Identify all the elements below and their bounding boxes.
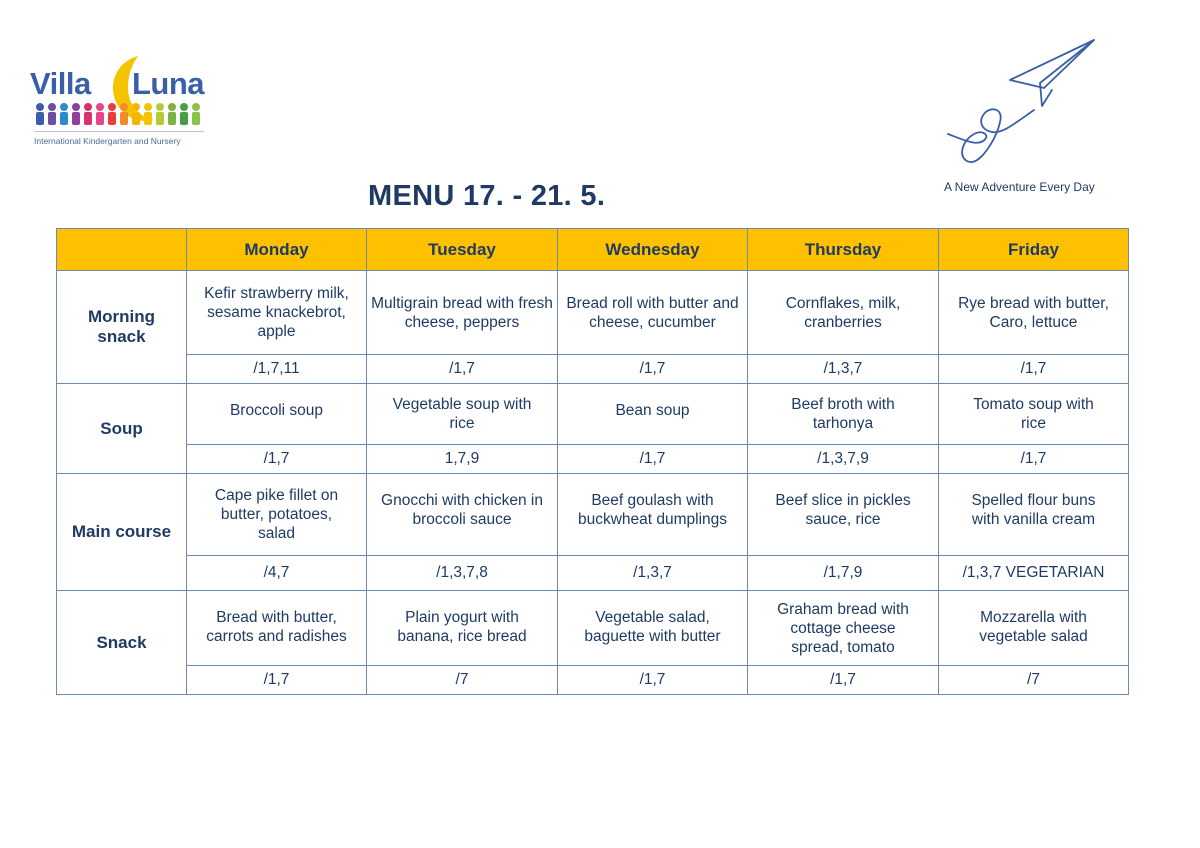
meal-label-morning-snack: Morning snack	[57, 271, 187, 384]
dish-cell: Tomato soup with rice	[939, 384, 1129, 445]
logo-divider	[34, 131, 204, 132]
dish-cell: Beef slice in pickles sauce, rice	[748, 474, 939, 556]
logo-subtitle: International Kindergarten and Nursery	[34, 136, 181, 146]
allergen-cell: /7	[939, 666, 1129, 695]
allergen-cell: /1,7	[187, 445, 367, 474]
allergen-cell: /1,7	[558, 445, 748, 474]
day-header-friday: Friday	[939, 229, 1129, 271]
dish-cell: Bread with butter, carrots and radishes	[187, 591, 367, 666]
dish-row-snack	[57, 591, 1129, 666]
dish-cell: Rye bread with butter, Caro, lettuce	[939, 271, 1129, 355]
allergen-cell: /1,7,9	[748, 556, 939, 591]
dish-cell: Vegetable salad, baguette with butter	[558, 591, 748, 666]
villa-luna-logo	[28, 54, 208, 154]
allergen-cell: /1,7,11	[187, 355, 367, 384]
dish-cell: Multigrain bread with fresh cheese, peppers	[367, 271, 558, 355]
paper-plane-icon	[944, 38, 1104, 173]
children-row-icon	[34, 102, 204, 128]
allergen-row-snack	[57, 666, 1129, 695]
allergen-cell: /1,7	[187, 666, 367, 695]
day-header-wednesday: Wednesday	[558, 229, 748, 271]
dish-cell: Kefir strawberry milk, sesame knackebrot, apple	[187, 271, 367, 355]
logo-word-villa: Villa	[30, 66, 91, 101]
meal-label-soup: Soup	[57, 384, 187, 474]
dish-cell: Gnocchi with chicken in broccoli sauce	[367, 474, 558, 556]
meal-label-snack: Snack	[57, 591, 187, 695]
dish-cell: Bean soup	[558, 384, 748, 445]
allergen-cell: /1,3,7,8	[367, 556, 558, 591]
day-header-monday: Monday	[187, 229, 367, 271]
allergen-cell: /1,7	[939, 355, 1129, 384]
meal-label-main-course: Main course	[57, 474, 187, 591]
allergen-cell: /1,7	[939, 445, 1129, 474]
allergen-row-morning-snack	[57, 355, 1129, 384]
dish-cell: Vegetable soup with rice	[367, 384, 558, 445]
weekly-menu-table	[56, 228, 1129, 695]
allergen-cell: /1,7	[558, 666, 748, 695]
day-header-thursday: Thursday	[748, 229, 939, 271]
allergen-cell: /1,3,7	[558, 556, 748, 591]
dish-cell: Bread roll with butter and cheese, cucumber	[558, 271, 748, 355]
dish-row-morning-snack	[57, 271, 1129, 355]
page-title: MENU 17. - 21. 5.	[368, 180, 606, 212]
corner-cell	[57, 229, 187, 271]
dish-cell: Broccoli soup	[187, 384, 367, 445]
allergen-cell: 1,7,9	[367, 445, 558, 474]
dish-row-main-course	[57, 474, 1129, 556]
header-row	[57, 229, 1129, 271]
dish-cell: Beef goulash with buckwheat dumplings	[558, 474, 748, 556]
logo-word-luna: Luna	[132, 66, 205, 101]
dish-cell: Spelled flour buns with vanilla cream	[939, 474, 1129, 556]
day-header-tuesday: Tuesday	[367, 229, 558, 271]
allergen-cell: /4,7	[187, 556, 367, 591]
allergen-row-main-course	[57, 556, 1129, 591]
allergen-cell: /1,3,7	[748, 355, 939, 384]
allergen-cell: /1,7	[748, 666, 939, 695]
allergen-cell: /7	[367, 666, 558, 695]
allergen-cell: /1,7	[367, 355, 558, 384]
dish-cell: Mozzarella with vegetable salad	[939, 591, 1129, 666]
dish-cell: Graham bread with cottage cheese spread, tomato	[748, 591, 939, 666]
dish-cell: Cape pike fillet on butter, potatoes, salad	[187, 474, 367, 556]
dish-row-soup	[57, 384, 1129, 445]
allergen-cell: /1,3,7 VEGETARIAN	[939, 556, 1129, 591]
dish-cell: Beef broth with tarhonya	[748, 384, 939, 445]
allergen-row-soup	[57, 445, 1129, 474]
allergen-cell: /1,3,7,9	[748, 445, 939, 474]
tagline: A New Adventure Every Day	[944, 180, 1095, 194]
allergen-cell: /1,7	[558, 355, 748, 384]
dish-cell: Cornflakes, milk, cranberries	[748, 271, 939, 355]
dish-cell: Plain yogurt with banana, rice bread	[367, 591, 558, 666]
